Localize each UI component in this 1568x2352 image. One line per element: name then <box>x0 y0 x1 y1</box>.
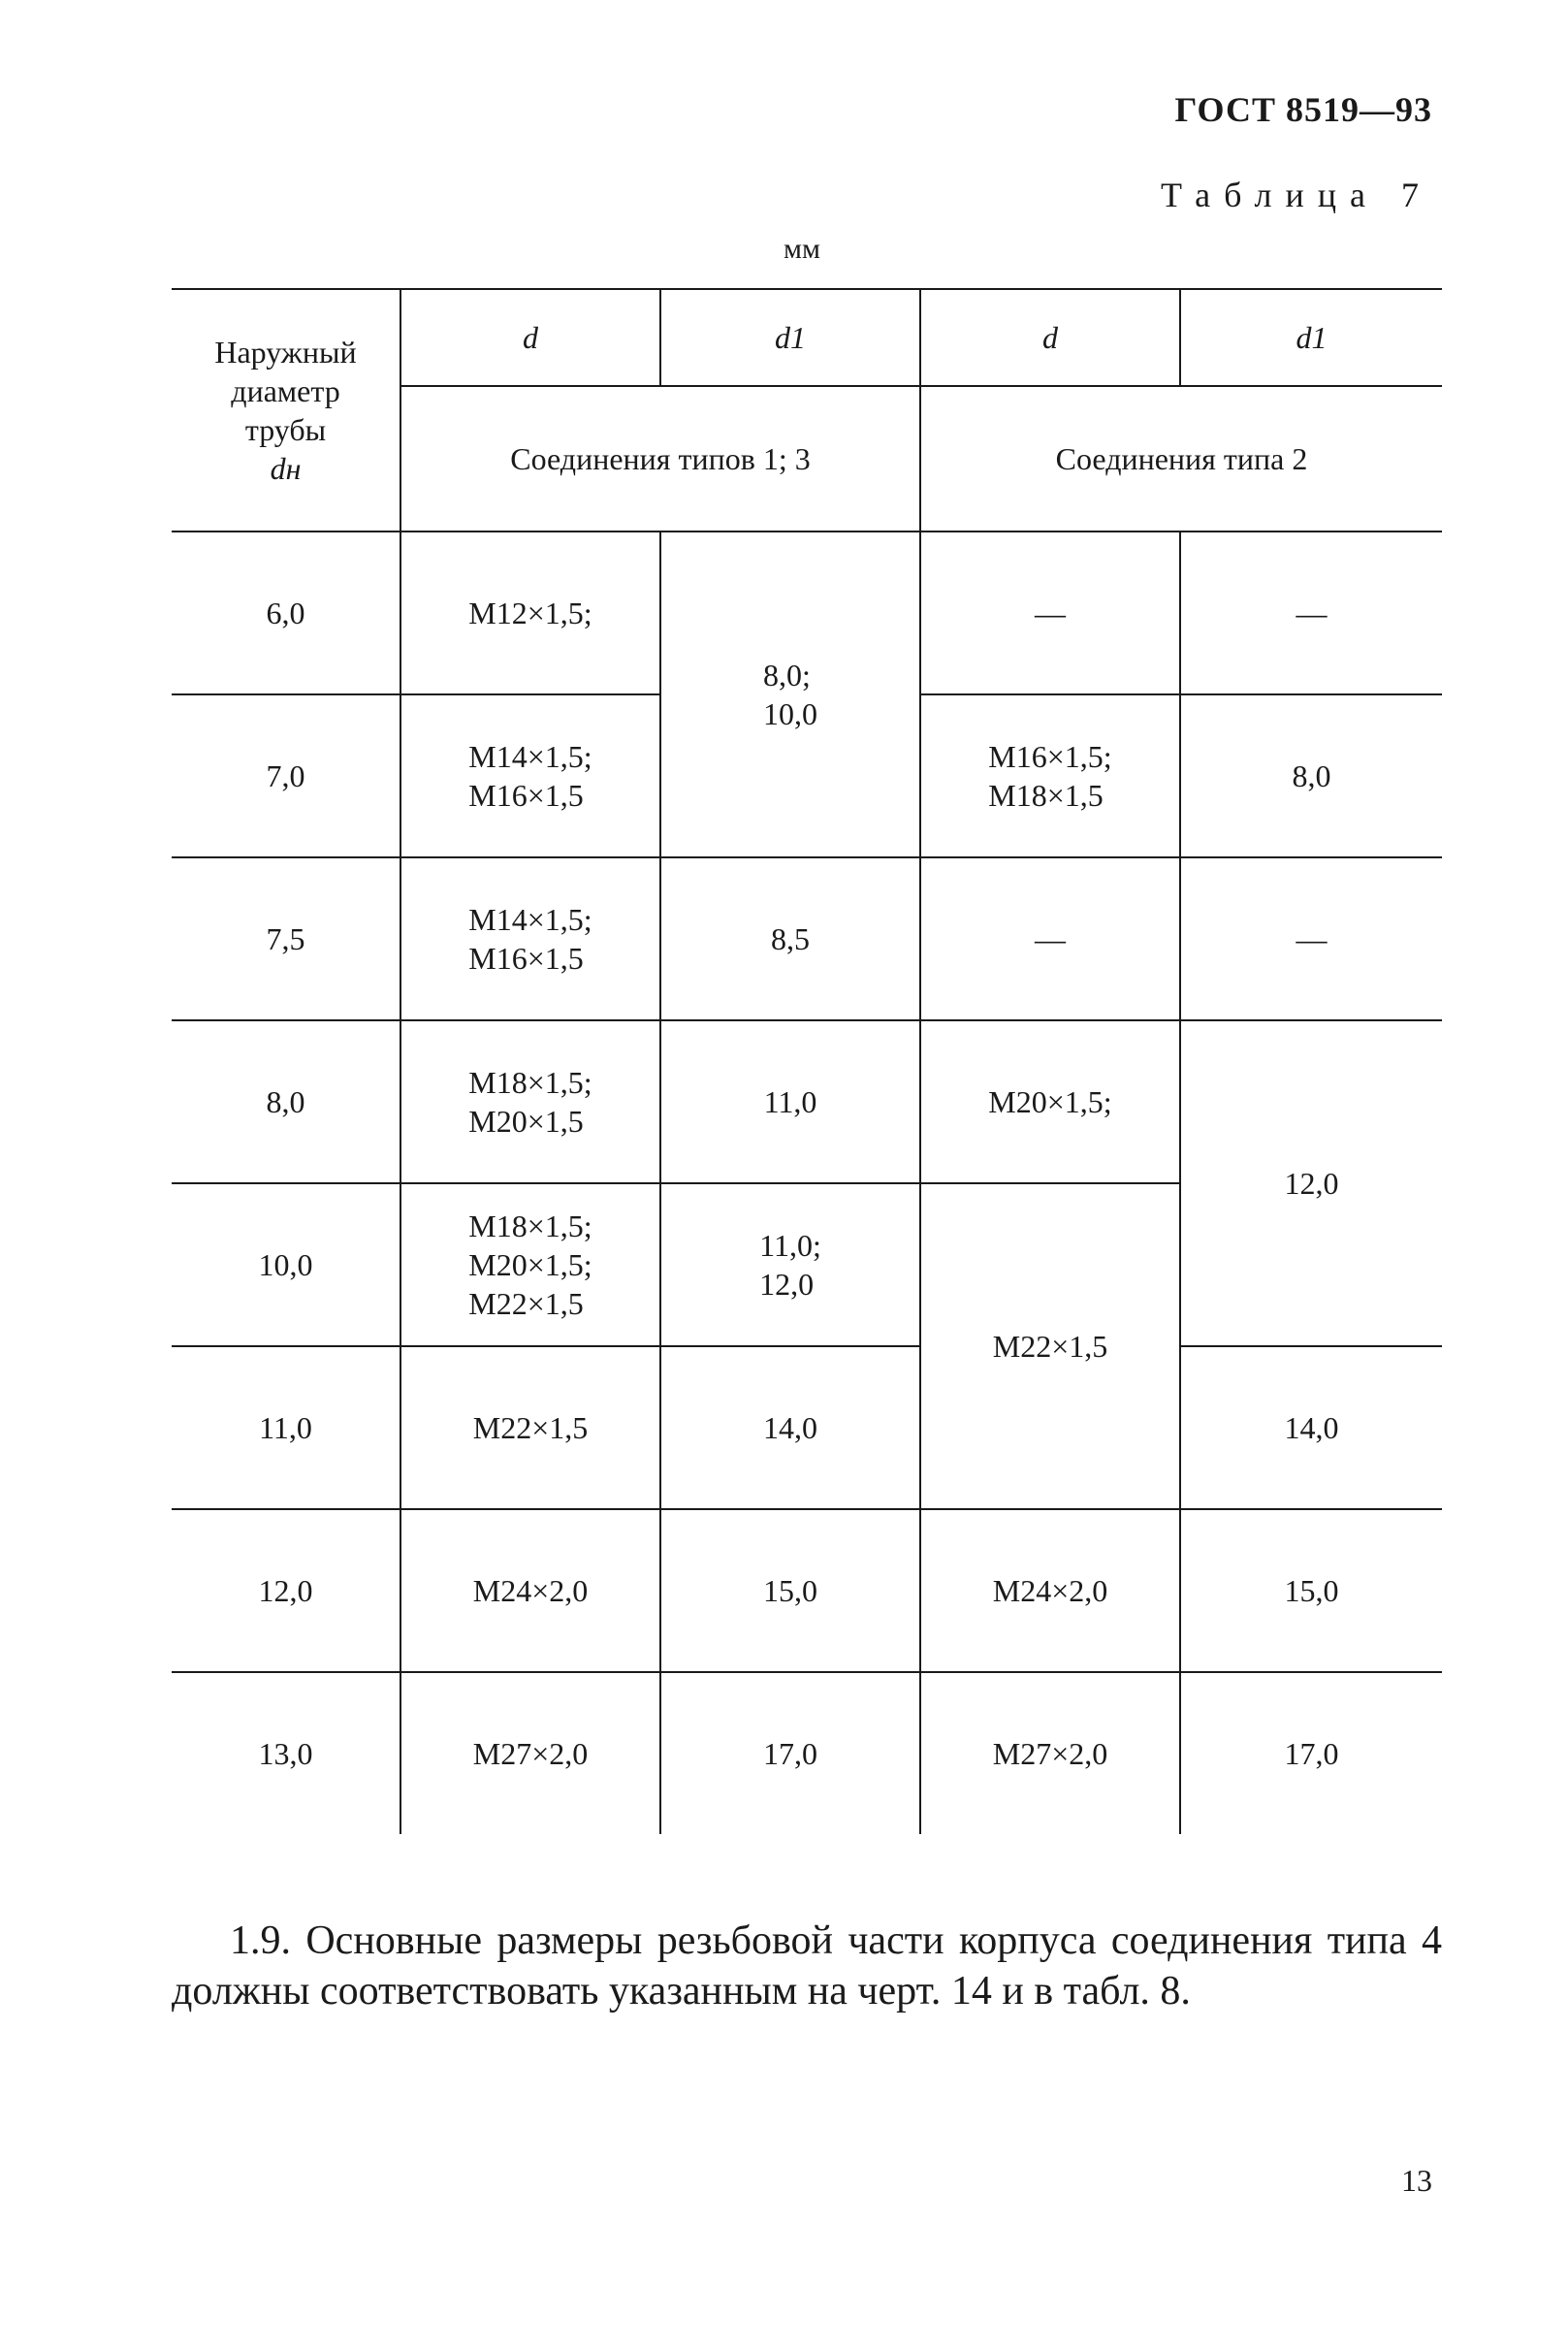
cell-d-13: M14×1,5; M16×1,5 <box>400 694 660 857</box>
cell-d1-13: 11,0; 12,0 <box>660 1183 920 1346</box>
cell-d-2: M20×1,5; <box>920 1020 1180 1183</box>
cell-d-13: M14×1,5; M16×1,5 <box>400 857 660 1020</box>
table-row <box>172 1020 1442 1183</box>
cell-d-13: M18×1,5; M20×1,5; M22×1,5 <box>400 1183 660 1346</box>
header-d-13: d <box>400 289 660 386</box>
cell-d1-2: — <box>1180 857 1442 1020</box>
cell-d1-2: 15,0 <box>1180 1509 1442 1672</box>
group-header-type-2: Соединения типа 2 <box>920 386 1442 532</box>
cell-d1-2: 14,0 <box>1180 1346 1442 1509</box>
cell-d-13: M24×2,0 <box>400 1509 660 1672</box>
cell-d1-2-merged: 12,0 <box>1180 1020 1442 1346</box>
cell-d1-13: 8,5 <box>660 857 920 1020</box>
cell-d-13: M22×1,5 <box>400 1346 660 1509</box>
cell-d-2: M16×1,5; M18×1,5 <box>920 694 1180 857</box>
cell-d1-13: 15,0 <box>660 1509 920 1672</box>
cell-dn: 12,0 <box>172 1509 400 1672</box>
cell-d-2-merged: M22×1,5 <box>920 1183 1180 1509</box>
header-outer-diameter: Наружный диаметр трубы dн <box>172 289 400 532</box>
group-header-types-1-3: Соединения типов 1; 3 <box>400 386 920 532</box>
table-row <box>172 532 1442 694</box>
table-row <box>172 857 1442 1020</box>
table-caption: Таблица 7 <box>1161 176 1432 214</box>
cell-dn: 8,0 <box>172 1020 400 1183</box>
cell-d1-13: 14,0 <box>660 1346 920 1509</box>
table-row <box>172 1346 1442 1509</box>
cell-d-2: — <box>920 857 1180 1020</box>
cell-d-13: M12×1,5; <box>400 532 660 694</box>
cell-d-13: M18×1,5; M20×1,5 <box>400 1020 660 1183</box>
cell-d-2: — <box>920 532 1180 694</box>
document-code: ГОСТ 8519—93 <box>1174 90 1432 129</box>
cell-d1-2: — <box>1180 532 1442 694</box>
header-d-2: d <box>920 289 1180 386</box>
dimensions-table <box>172 288 1442 1834</box>
cell-d1-2: 8,0 <box>1180 694 1442 857</box>
cell-d1-13: 17,0 <box>660 1672 920 1834</box>
cell-dn: 6,0 <box>172 532 400 694</box>
cell-d-13: M27×2,0 <box>400 1672 660 1834</box>
body-paragraph: 1.9. Основные размеры резьбовой части корпуса соединения типа 4 должны соответствовать указанным на черт. 14 и в табл. 8. <box>172 1918 1442 2014</box>
cell-d-2: M27×2,0 <box>920 1672 1180 1834</box>
cell-d1-2: 17,0 <box>1180 1672 1442 1834</box>
table-row <box>172 1509 1442 1672</box>
cell-dn: 7,5 <box>172 857 400 1020</box>
cell-dn: 11,0 <box>172 1346 400 1509</box>
cell-d-2: M24×2,0 <box>920 1509 1180 1672</box>
cell-d1-13: 11,0 <box>660 1020 920 1183</box>
page-number: 13 <box>1401 2163 1432 2198</box>
header-d1-2: d1 <box>1180 289 1442 386</box>
cell-dn: 13,0 <box>172 1672 400 1834</box>
units-label: мм <box>784 233 820 265</box>
table-row <box>172 1672 1442 1834</box>
cell-d1-13-merged: 8,0; 10,0 <box>660 532 920 857</box>
header-d1-13: d1 <box>660 289 920 386</box>
cell-dn: 10,0 <box>172 1183 400 1346</box>
cell-dn: 7,0 <box>172 694 400 857</box>
